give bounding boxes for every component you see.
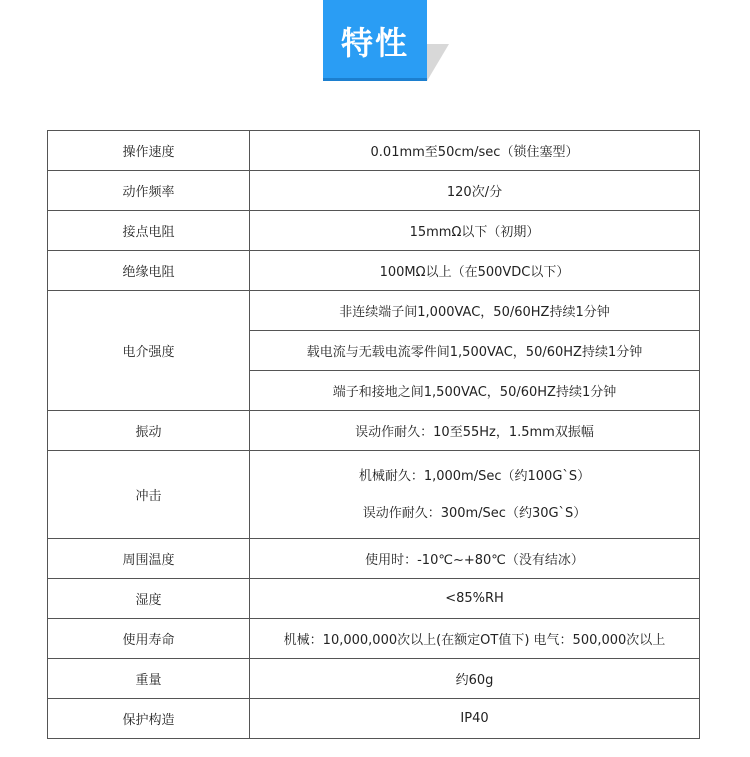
row-value: 100MΩ以上（在500VDC以下）	[250, 251, 700, 291]
row-value: <85%RH	[250, 579, 700, 619]
table-row	[48, 619, 700, 659]
row-value: 机械：10,000,000次以上(在额定OT值下) 电气：500,000次以上	[250, 619, 700, 659]
row-value: 约60g	[250, 659, 700, 699]
row-label: 保护构造	[48, 699, 250, 739]
table-row	[48, 131, 700, 171]
row-value: 0.01mm至50cm/sec（锁住塞型）	[250, 131, 700, 171]
vibration-value: 误动作耐久：10至55Hz，1.5mm双振幅	[250, 411, 700, 451]
table-row	[48, 699, 700, 739]
row-label: 绝缘电阻	[48, 251, 250, 291]
dielectric-label: 电介强度	[48, 291, 250, 411]
table-row	[48, 411, 700, 451]
row-value: 使用时：-10℃~+80℃（没有结冰）	[250, 539, 700, 579]
impact-value: 机械耐久：1,000m/Sec（约100G`S）	[358, 468, 591, 484]
table-row	[48, 539, 700, 579]
table-row	[48, 251, 700, 291]
row-label: 使用寿命	[48, 619, 250, 659]
row-value: 15mmΩ以下（初期）	[250, 211, 700, 251]
row-value: IP40	[250, 699, 700, 739]
table-row	[48, 291, 700, 331]
banner-fold-decoration	[427, 44, 449, 81]
table-row	[48, 579, 700, 619]
row-label: 重量	[48, 659, 250, 699]
row-label: 周围温度	[48, 539, 250, 579]
row-value: 120次/分	[250, 171, 700, 211]
vibration-label: 振动	[48, 411, 250, 451]
impact-value: 误动作耐久：300m/Sec（约30G`S）	[362, 505, 587, 521]
impact-values	[250, 451, 700, 539]
banner-title: 特性	[323, 0, 427, 81]
row-label: 动作频率	[48, 171, 250, 211]
row-label: 操作速度	[48, 131, 250, 171]
row-label: 接点电阻	[48, 211, 250, 251]
impact-label: 冲击	[48, 451, 250, 539]
table-row	[48, 211, 700, 251]
table-row	[48, 171, 700, 211]
table-row	[48, 451, 700, 539]
spec-table	[47, 130, 700, 739]
dielectric-value: 端子和接地之间1,500VAC，50/60HZ持续1分钟	[250, 371, 700, 411]
banner-shadow	[323, 78, 427, 81]
row-label: 湿度	[48, 579, 250, 619]
section-banner	[323, 0, 447, 81]
table-row	[48, 659, 700, 699]
dielectric-value: 非连续端子间1,000VAC，50/60HZ持续1分钟	[250, 291, 700, 331]
dielectric-value: 载电流与无载电流零件间1,500VAC，50/60HZ持续1分钟	[250, 331, 700, 371]
